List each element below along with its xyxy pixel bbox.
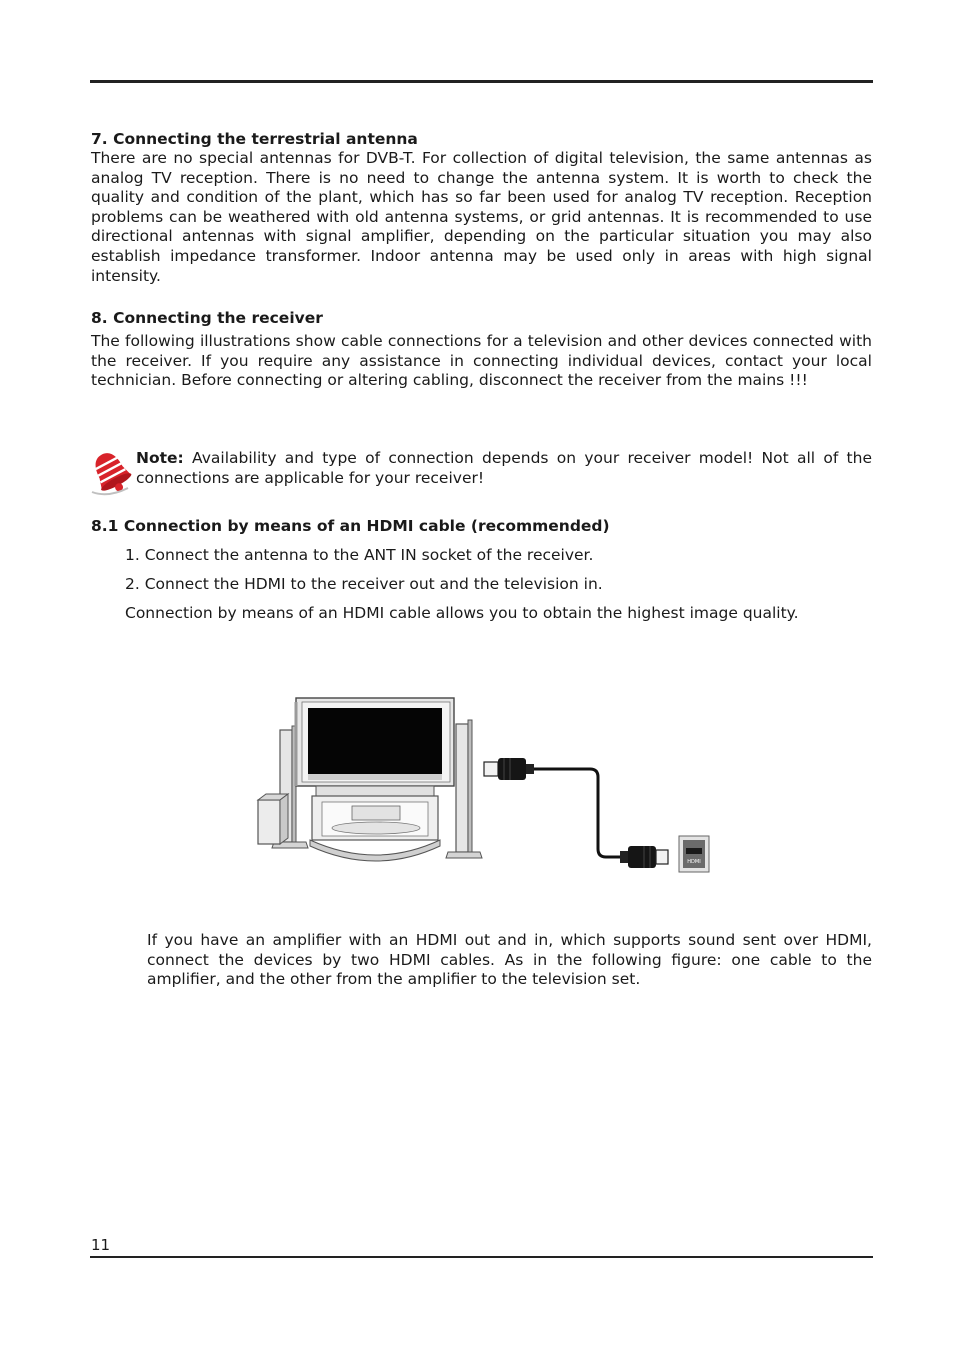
section-8-heading: 8. Connecting the receiver (91, 309, 323, 327)
note-label: Note: (136, 449, 184, 467)
hdmi-summary: Connection by means of an HDMI cable allows you to obtain the highest image quality. (125, 604, 799, 622)
hdmi-connector-receiver (620, 846, 668, 868)
section-8-1-heading: 8.1 Connection by means of an HDMI cable (recommended) (91, 517, 610, 535)
amplifier-text: If you have an amplifier with an HDMI out and in, which supports sound sent over HDMI, connect the devices by two HDMI cables. As in the following figure: one cable to the amplifier, and the other from the amplifier to the television set. (147, 931, 872, 989)
television (296, 698, 454, 786)
note-text (136, 449, 872, 488)
bell-icon (88, 448, 136, 498)
header-rule (90, 80, 873, 83)
receiver-hdmi-port (679, 836, 709, 872)
hdmi-connection-figure (252, 694, 712, 874)
footer-rule (90, 1256, 873, 1258)
port-label: HDMI (687, 859, 701, 865)
page-number: 11 (91, 1236, 111, 1254)
step-2: 2. Connect the HDMI to the receiver out and the television in. (125, 575, 603, 593)
section-8-body: The following illustrations show cable connections for a television and other devices connected with the receiver. If you require any assistance in connecting individual devices, contact your local technician. Before connecting or altering cabling, disconnect the receiver from the mains !!! (91, 332, 872, 390)
section-7-body: There are no special antennas for DVB-T. For collection of digital television, the same antennas as analog TV reception. There is no need to change the antenna system. It is worth to check the quality and condition of the plant, which has so far been used for analog TV reception. Reception problems can be weathered with old antenna systems, or grid antennas. It is recommended to use directional antennas with signal amplifier, depending on the particular situation you may also establish impedance transformer. Indoor antenna may be used only in areas with high signal intensity. (91, 149, 872, 285)
tv-stand (310, 786, 440, 861)
subwoofer (258, 794, 288, 844)
section-7-heading: 7. Connecting the terrestrial antenna (91, 130, 418, 148)
step-1: 1. Connect the antenna to the ANT IN socket of the receiver. (125, 546, 594, 564)
note-body: Availability and type of connection depends on your receiver model! Not all of the connections are applicable for your receiver! (136, 449, 872, 487)
hdmi-cable (534, 769, 622, 857)
hdmi-connector-tv (484, 758, 534, 780)
